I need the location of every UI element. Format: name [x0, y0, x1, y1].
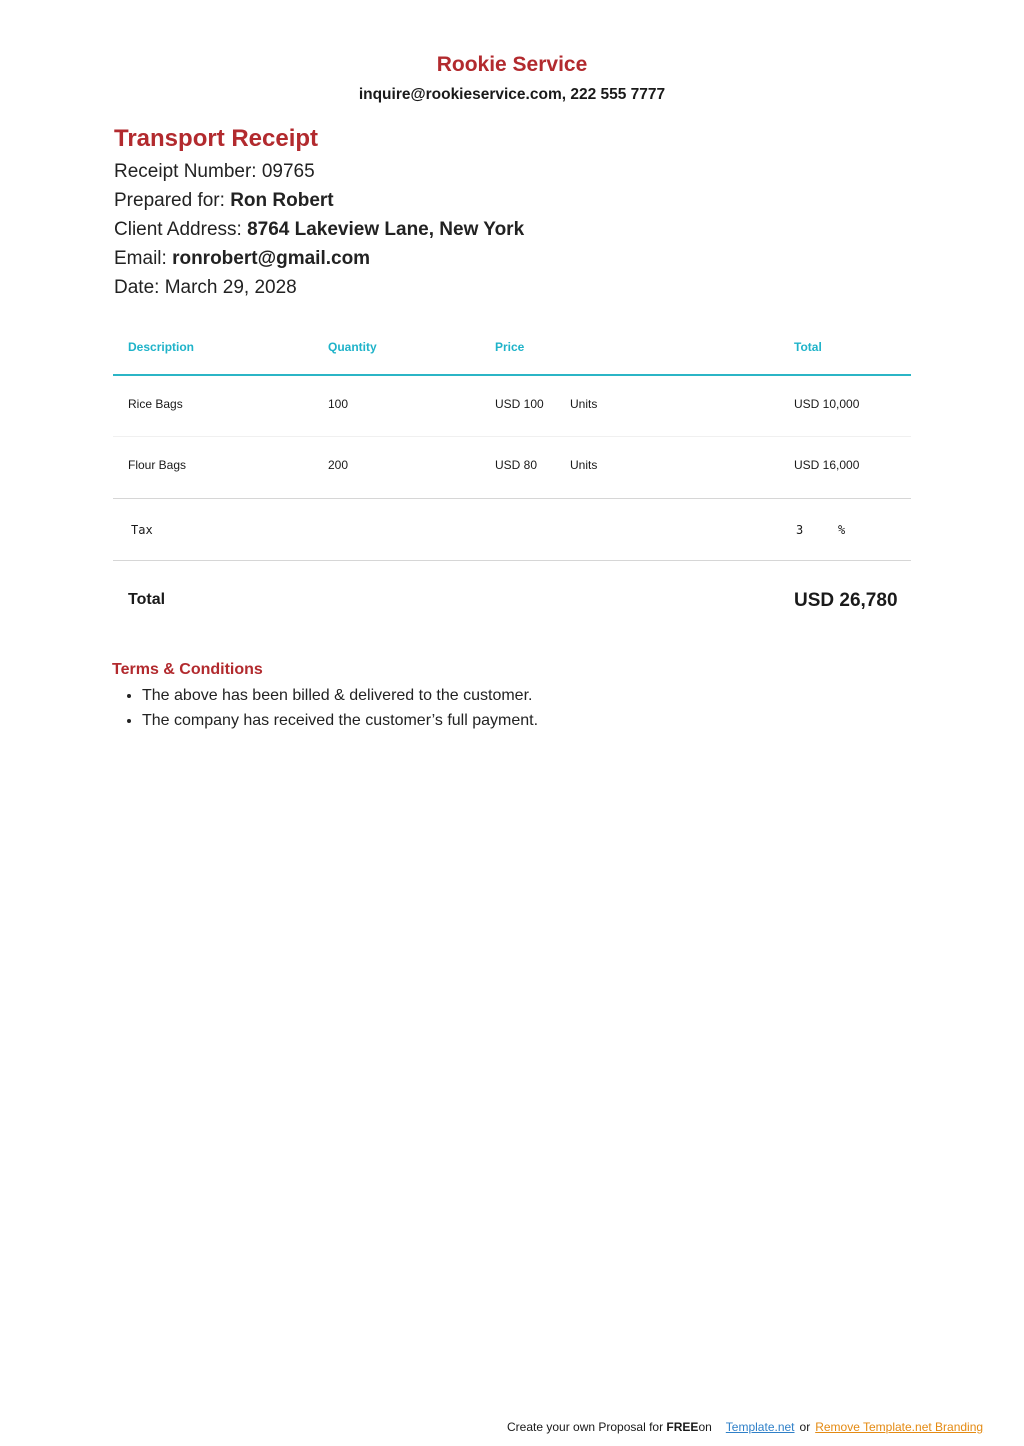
row-1-price: USD 100: [495, 397, 544, 411]
company-contact: inquire@rookieservice.com, 222 555 7777: [358, 86, 666, 103]
prepared-for-line: [114, 190, 334, 212]
row-2-description: Flour Bags: [128, 458, 187, 472]
column-header-description: Description: [128, 340, 195, 354]
row-2-total: USD 16,000: [794, 458, 860, 472]
grand-total-label: Total: [128, 591, 166, 608]
footer-on: on: [698, 1420, 712, 1434]
tax-unit: %: [838, 523, 846, 537]
terms-title: Terms & Conditions: [112, 661, 263, 678]
row-1-total: USD 10,000: [794, 397, 860, 411]
row-2-price: USD 80: [495, 458, 538, 472]
footer-branding: [507, 1420, 983, 1434]
receipt-number-label: Receipt Number:: [114, 161, 257, 182]
company-name: Rookie Service: [436, 53, 588, 76]
tax-value: 3: [796, 523, 804, 537]
column-header-quantity: Quantity: [328, 340, 377, 354]
client-address-label: Client Address:: [114, 219, 242, 240]
email-line: [114, 248, 370, 270]
receipt-number-value: 09765: [261, 161, 315, 182]
row-1-quantity: 100: [328, 397, 349, 411]
date-label: Date:: [114, 277, 160, 298]
terms-list: [112, 683, 538, 733]
items-end-divider: [113, 498, 911, 499]
client-address-value: 8764 Lakeview Lane, New York: [247, 219, 525, 240]
row-1-unit: Units: [570, 397, 598, 411]
row-2-unit: Units: [570, 458, 598, 472]
date-line: [114, 277, 297, 299]
grand-total-value: USD 26,780: [794, 590, 898, 611]
table-header-divider: [113, 374, 911, 376]
receipt-title: Transport Receipt: [114, 125, 319, 152]
email-value: ronrobert@gmail.com: [172, 248, 371, 269]
template-net-link[interactable]: Template.net: [725, 1420, 795, 1434]
remove-branding-link[interactable]: Remove Template.net Branding: [815, 1420, 984, 1434]
client-address-line: [114, 219, 524, 241]
row-1-description: Rice Bags: [128, 397, 183, 411]
date-value: March 29, 2028: [164, 277, 297, 298]
prepared-for-label: Prepared for:: [114, 190, 225, 211]
footer-or: or: [799, 1420, 811, 1434]
terms-item: • The above has been billed & delivered to the customer.: [142, 683, 538, 708]
terms-item: • The company has received the customer’s full payment.: [142, 708, 538, 733]
row-divider: [113, 436, 911, 437]
tax-label: Tax: [131, 523, 153, 537]
email-label: Email:: [114, 248, 167, 269]
footer-prefix: Create your own Proposal for: [507, 1420, 667, 1434]
prepared-for-value: Ron Robert: [230, 190, 334, 211]
tax-divider: [113, 560, 911, 561]
column-header-total: Total: [794, 340, 822, 354]
footer-free: FREE: [666, 1420, 699, 1434]
column-header-price: Price: [495, 340, 525, 354]
row-2-quantity: 200: [328, 458, 349, 472]
receipt-number-line: [114, 161, 315, 183]
